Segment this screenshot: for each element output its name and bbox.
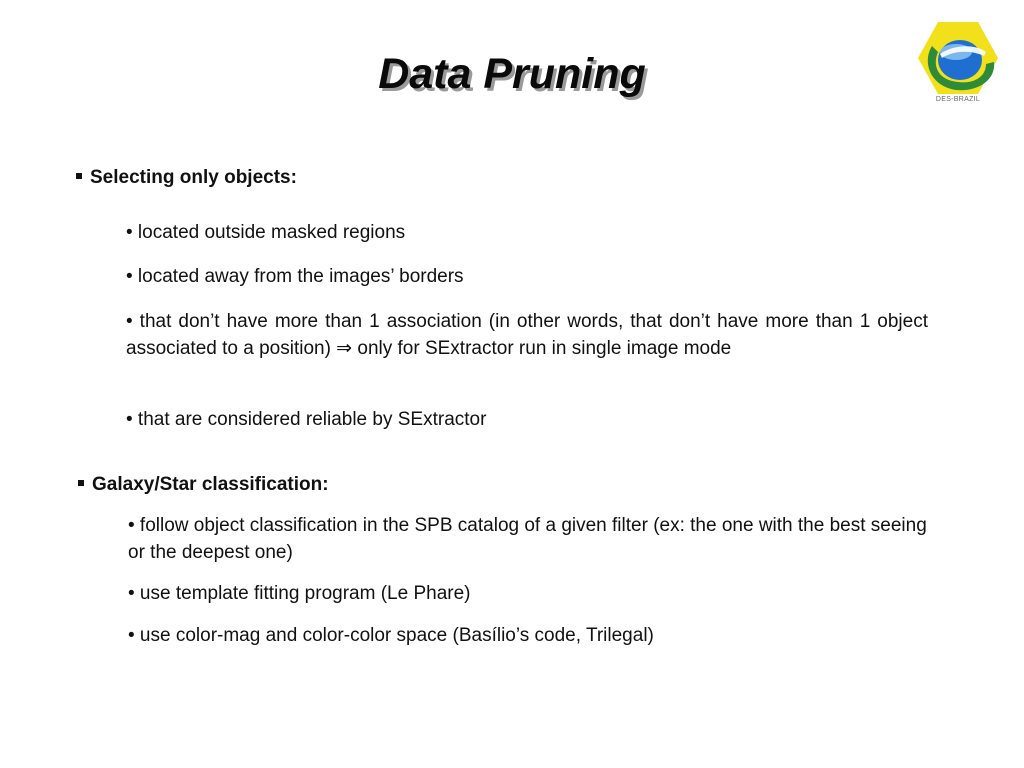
section-heading <box>78 473 329 497</box>
section-heading <box>76 166 297 190</box>
bullet-item: • located away from the images’ borders <box>126 266 464 287</box>
des-brazil-logo <box>914 18 1002 106</box>
bullet-item: • follow object classification in the SPB catalog of a given filter (ex: the one with the best seeing or the deepest one) <box>128 515 927 563</box>
bullet-item: • use template fitting program (Le Phare) <box>128 583 471 604</box>
slide-title: Data Pruning <box>378 50 646 98</box>
logo-caption: DES-BRAZIL <box>935 96 981 103</box>
section-heading-text: Galaxy/Star classification: <box>92 474 329 495</box>
bullet-item: • that are considered reliable by SExtractor <box>126 409 487 430</box>
square-bullet-icon <box>78 480 84 486</box>
square-bullet-icon <box>76 173 82 179</box>
section-heading-text: Selecting only objects: <box>90 167 297 188</box>
bullet-item: • located outside masked regions <box>126 222 406 243</box>
bullet-item: • that don’t have more than 1 association (in other words, that don’t have more than 1 object associated to a position) ⇒ only for SExtractor run in single image mode <box>126 311 928 359</box>
bullet-item: • use color-mag and color-color space (Basílio’s code, Trilegal) <box>128 625 654 646</box>
